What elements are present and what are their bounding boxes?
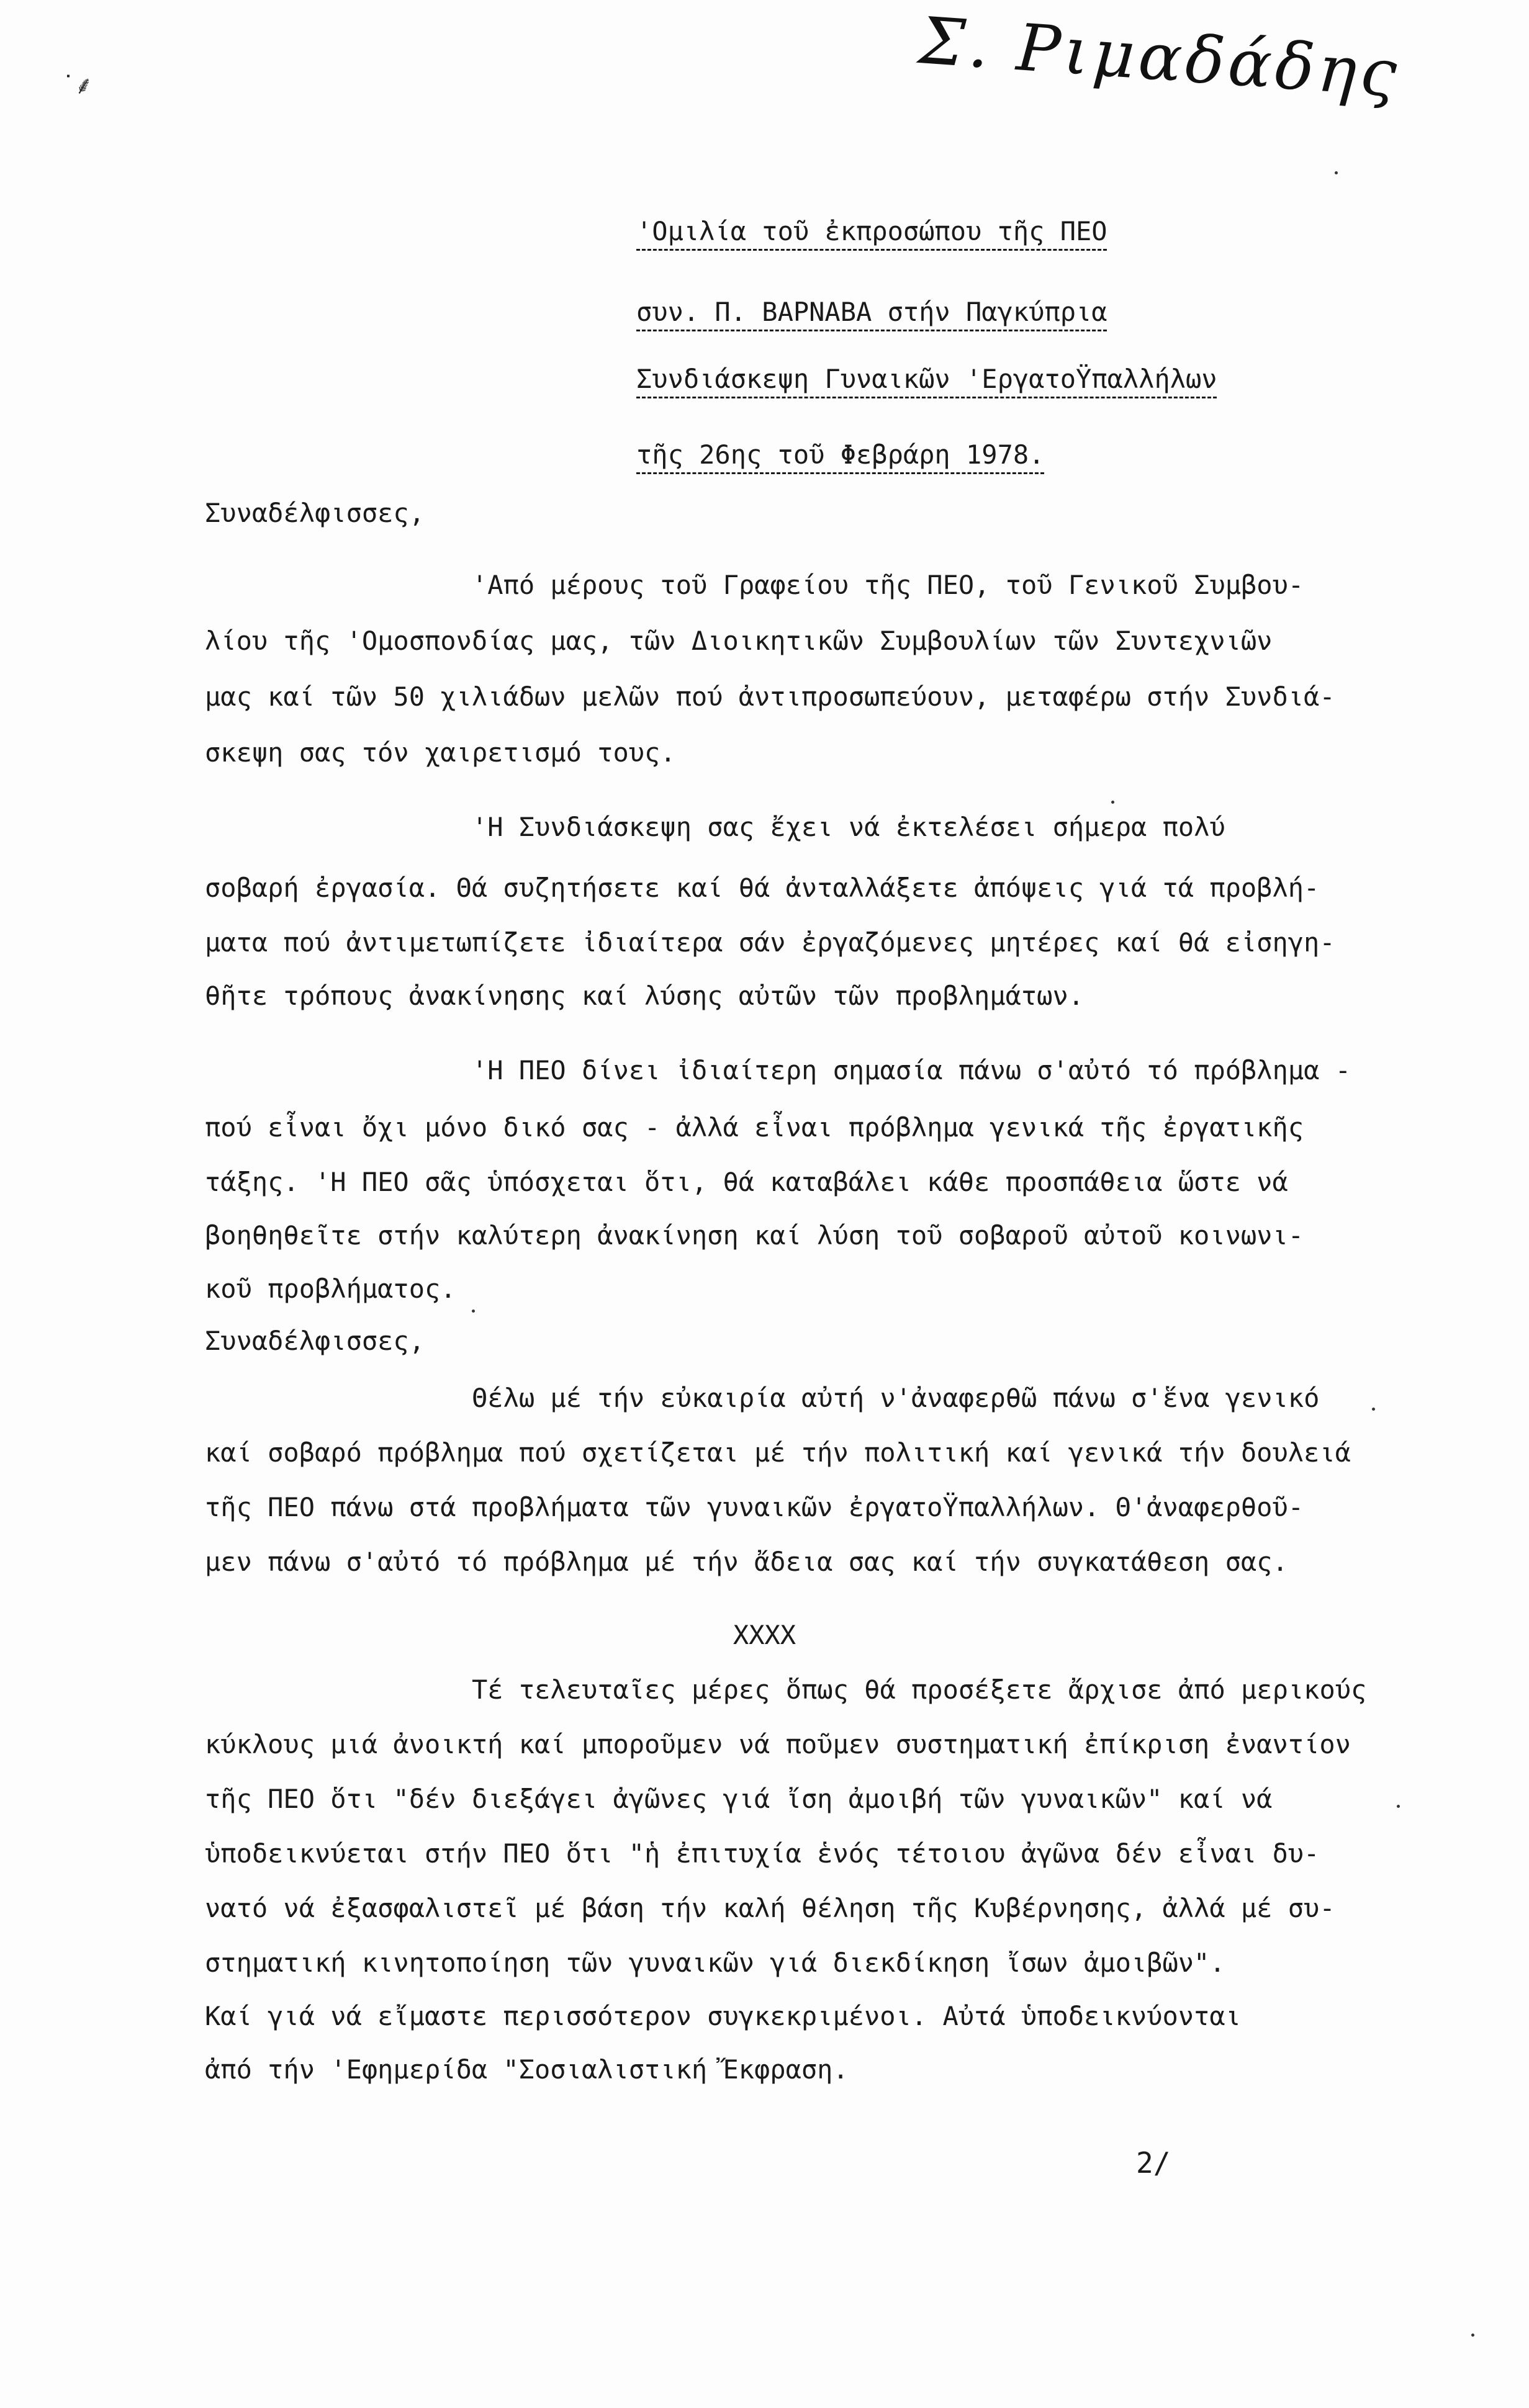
paragraph-5-line-5: νατό νά ἐξασφαλιστεῖ μέ βάση τήν καλή θέληση τῆς Κυβέρνησης, ἀλλά μέ συ-	[205, 1893, 1335, 1923]
paragraph-3-line-5: κοῦ προβλήματος.	[205, 1274, 456, 1304]
paragraph-3-line-1: 'Η ΠΕΟ δίνει ἰδιαίτερη σημασία πάνω σ'αὐτό τό πρόβλημα -	[472, 1055, 1351, 1085]
paragraph-2-line-1: 'Η Συνδιάσκεψη σας ἔχει νά ἐκτελέσει σήμερα πολύ	[472, 812, 1225, 842]
paragraph-1-line-2: λίου τῆς 'Ομοσπονδίας μας, τῶν Διοικητικῶν Συμβουλίων τῶν Συντεχνιῶν	[205, 626, 1273, 656]
paragraph-2-line-4: θῆτε τρόπους ἀνακίνησης καί λύσης αὐτῶν τῶν προβλημάτων.	[205, 981, 1085, 1011]
scan-speck	[472, 1310, 475, 1313]
scan-speck	[1397, 1805, 1400, 1808]
paragraph-5-line-2: κύκλους μιά ἀνοικτή καί μποροῦμεν νά ποῦμεν συστηματική ἐπίκριση ἐναντίον	[205, 1729, 1351, 1759]
heading-line-1: 'Ομιλία τοῦ ἐκπροσώπου τῆς ΠΕΟ	[636, 216, 1107, 246]
paragraph-2-line-2: σοβαρή ἐργασία. Θά συζητήσετε καί θά ἀνταλλάξετε ἀπόψεις γιά τά προβλή-	[205, 873, 1320, 903]
section-separator: XXXX	[733, 1620, 796, 1650]
paragraph-4-line-1: Θέλω μέ τήν εὐκαιρία αὐτή ν'ἀναφερθῶ πάνω σ'ἕνα γενικό	[472, 1383, 1320, 1413]
paragraph-2-line-3: ματα πού ἀντιμετωπίζετε ἰδιαίτερα σάν ἐργαζόμενες μητέρες καί θά εἰσηγη-	[205, 927, 1335, 958]
paragraph-3-line-4: βοηθηθεῖτε στήν καλύτερη ἀνακίνηση καί λύση τοῦ σοβαροῦ αὐτοῦ κοινωνι-	[205, 1220, 1304, 1251]
paragraph-3-line-2: πού εἶναι ὄχι μόνο δικό σας - ἀλλά εἶναι πρόβλημα γενικά τῆς ἐργατικῆς	[205, 1112, 1304, 1143]
paragraph-5-line-1: Τέ τελευταῖες μέρες ὅπως θά προσέξετε ἄρχισε ἀπό μερικούς	[472, 1674, 1367, 1705]
heading-line-2: συν. Π. ΒΑΡΝΑΒΑ στήν Παγκύπρια	[636, 297, 1107, 327]
paragraph-5-line-6: στηματική κινητοποίηση τῶν γυναικῶν γιά διεκδίκηση ἴσων ἀμοιβῶν".	[205, 1948, 1225, 1978]
salutation-first: Συναδέλφισσες,	[205, 498, 425, 528]
paragraph-5-line-4: ὑποδεικνύεται στήν ΠΕΟ ὅτι "ἡ ἐπιτυχία ἑνός τέτοιου ἀγῶνα δέν εἶναι δυ-	[205, 1838, 1320, 1869]
salutation-second: Συναδέλφισσες,	[205, 1326, 425, 1356]
paragraph-1-line-3: μας καί τῶν 50 χιλιάδων μελῶν πού ἀντιπροσωπεύουν, μεταφέρω στήν Συνδιά-	[205, 681, 1335, 712]
corner-mark: ˙⸙	[62, 71, 93, 100]
page-number: 2/	[1136, 2146, 1171, 2180]
paragraph-1-line-1: 'Από μέρους τοῦ Γραφείου τῆς ΠΕΟ, τοῦ Γενικοῦ Συμβου-	[472, 570, 1304, 600]
scan-speck	[1335, 171, 1338, 174]
paragraph-4-line-3: τῆς ΠΕΟ πάνω στά προβλήματα τῶν γυναικῶν ἐργατοΫπαλλήλων. Θ'ἀναφερθοῦ-	[205, 1492, 1304, 1522]
paragraph-3-line-3: τάξης. 'Η ΠΕΟ σᾶς ὑπόσχεται ὅτι, θά καταβάλει κάθε προσπάθεια ὥστε νά	[205, 1167, 1288, 1197]
paragraph-4-line-4: μεν πάνω σ'αὐτό τό πρόβλημα μέ τήν ἄδεια σας καί τήν συγκατάθεση σας.	[205, 1547, 1288, 1577]
scan-speck	[1111, 801, 1114, 804]
handwritten-annotation: Σ. Ριμαδάδης	[916, 2, 1403, 112]
scan-speck	[1372, 1408, 1375, 1411]
paragraph-1-line-4: σκεψη σας τόν χαιρετισμό τους.	[205, 737, 676, 768]
scan-speck	[1471, 2334, 1474, 2337]
paragraph-5-line-8: ἀπό τήν 'Εφημερίδα "Σοσιαλιστική Ἔκφραση.	[205, 2054, 849, 2085]
heading-line-4: τῆς 26ης τοῦ Φεβράρη 1978.	[636, 439, 1045, 470]
paragraph-4-line-2: καί σοβαρό πρόβλημα πού σχετίζεται μέ τήν πολιτική καί γενικά τήν δουλειά	[205, 1437, 1351, 1468]
paragraph-5-line-3: τῆς ΠΕΟ ὅτι "δέν διεξάγει ἀγῶνες γιά ἴση ἀμοιβή τῶν γυναικῶν" καί νά	[205, 1784, 1273, 1814]
paragraph-5-line-7: Καί γιά νά εἴμαστε περισσότερον συγκεκριμένοι. Αὐτά ὑποδεικνύονται	[205, 2001, 1241, 2031]
heading-line-3: Συνδιάσκεψη Γυναικῶν 'ΕργατοΫπαλλήλων	[636, 364, 1217, 394]
